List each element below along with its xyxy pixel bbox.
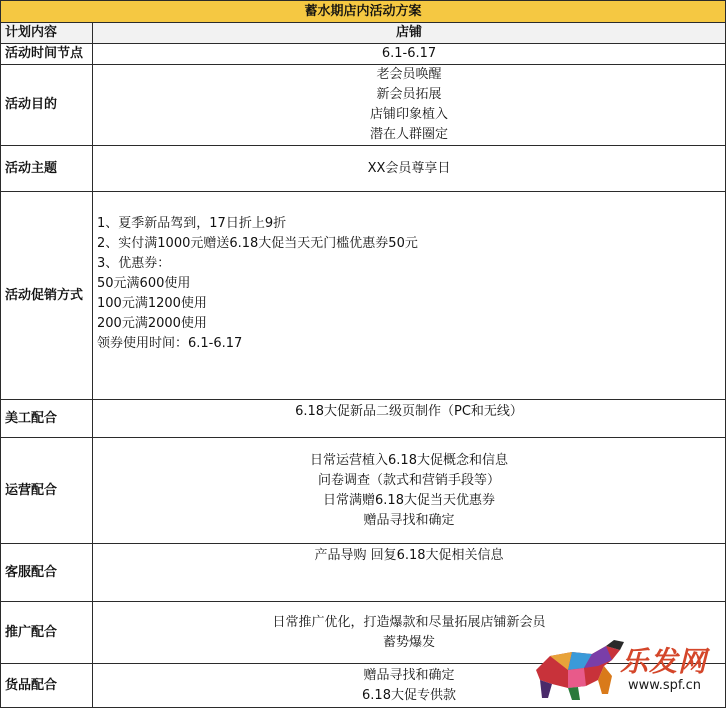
site-watermark: [528, 636, 718, 702]
row-content: [93, 400, 726, 438]
content-line: 领券使用时间：6.1-6.17: [97, 336, 243, 351]
row-content: [93, 438, 726, 544]
table-row: [1, 192, 726, 400]
content-line: 问卷调查（款式和营销手段等）: [318, 472, 501, 488]
row-label: 货品配合: [1, 664, 93, 708]
row-content: [93, 544, 726, 602]
watermark-brand: 乐发网: [620, 645, 708, 678]
title-row: [1, 1, 726, 23]
bull-logo-icon: [528, 636, 628, 702]
content-line: 1、夏季新品驾到，17日折上9折: [97, 216, 287, 231]
header-row: [1, 23, 726, 44]
row-label: 运营配合: [1, 438, 93, 544]
header-store: 店铺: [93, 23, 726, 44]
content-line: 6.18大促专供款: [362, 687, 456, 703]
watermark-url: www.spf.cn: [628, 678, 702, 693]
content-line: 200元满2000使用: [97, 316, 207, 331]
content-line: 50元满600使用: [97, 276, 191, 291]
content-line: 回复6.18大促相关信息: [370, 548, 504, 563]
content-line: 赠品寻找和确定: [363, 512, 455, 528]
header-plan-content: 计划内容: [1, 23, 93, 44]
table-row: [1, 146, 726, 192]
row-content: [93, 146, 726, 192]
row-label: 活动时间节点: [1, 44, 93, 65]
content-line: 日常运营植入6.18大促概念和信息: [310, 452, 508, 468]
row-content: [93, 192, 726, 400]
content-line: 潜在人群圈定: [370, 127, 449, 142]
content-line: 日常满赠6.18大促当天优惠券: [323, 492, 495, 508]
table-row: [1, 438, 726, 544]
row-content: [93, 65, 726, 146]
content-line: 赠品寻找和确定: [363, 667, 455, 683]
row-label: 活动主题: [1, 146, 93, 192]
content-line: 新会员拓展: [376, 87, 442, 102]
content-line: 2、实付满1000元赠送6.18大促当天无门槛优惠券50元: [97, 236, 418, 251]
content-line: 产品导购: [314, 548, 367, 563]
table-row: [1, 65, 726, 146]
content-line: 日常推广优化，打造爆款和尽量拓展店铺新会员: [272, 614, 546, 630]
content-line: 6.1-6.17: [381, 46, 437, 61]
table-title: 蓄水期店内活动方案: [1, 1, 726, 23]
row-content: [93, 44, 726, 65]
row-label: 美工配合: [1, 400, 93, 438]
table-row: [1, 544, 726, 602]
content-line: 店铺印象植入: [370, 107, 449, 122]
content-line: 6.18大促新品二级页制作（PC和无线）: [295, 404, 523, 419]
content-line: 3、优惠券：: [97, 256, 171, 271]
row-label: 推广配合: [1, 602, 93, 664]
table-row: [1, 44, 726, 65]
content-line: 老会员唤醒: [376, 67, 442, 82]
row-label: 客服配合: [1, 544, 93, 602]
content-line: 蓄势爆发: [383, 634, 436, 650]
row-label: 活动目的: [1, 65, 93, 146]
content-line: XX会员尊享日: [367, 160, 451, 176]
table-row: [1, 400, 726, 438]
content-line: 100元满1200使用: [97, 296, 207, 311]
row-label: 活动促销方式: [1, 192, 93, 400]
